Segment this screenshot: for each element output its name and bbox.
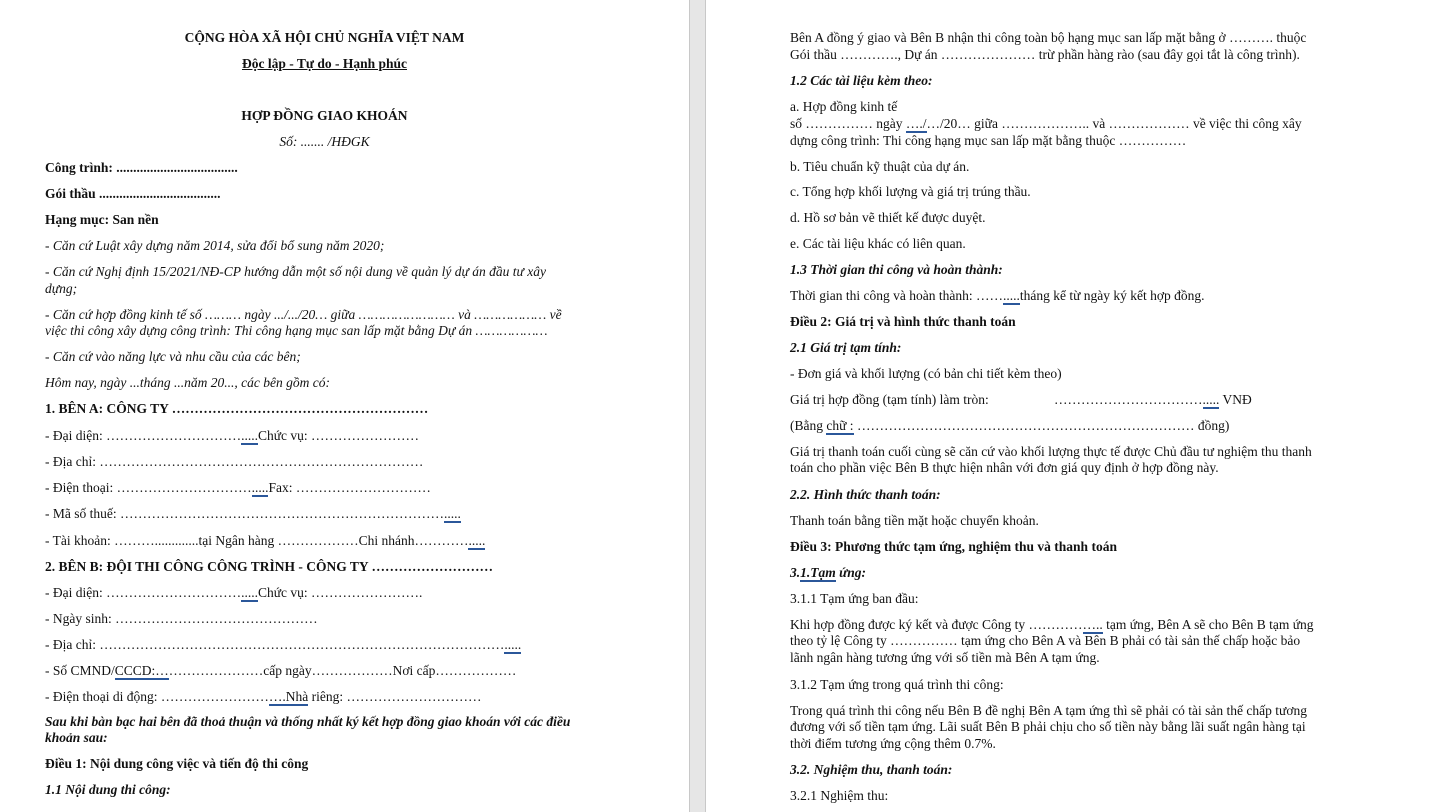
party-b-mobile	[45, 689, 481, 705]
motto: Độc lập - Tự do - Hạnh phúc	[241, 56, 408, 71]
text: Chức vụ: …………………….	[257, 585, 423, 600]
text: …………………cấp ngày………………Nơi cấp………………	[168, 663, 517, 678]
doc-title: HỢP ĐỒNG GIAO KHOÁN	[241, 108, 408, 123]
proofing-mark[interactable]: .....	[444, 506, 461, 521]
text: - Đại diện: …………………………	[45, 585, 242, 600]
proofing-mark[interactable]: .....	[241, 428, 258, 443]
section-1-1-heading: 1.1 Nội dung thi công:	[45, 782, 171, 797]
proofing-mark[interactable]: chữ :	[826, 418, 854, 433]
party-b-id	[45, 663, 516, 679]
proofing-mark[interactable]: 1.Tạm	[800, 565, 836, 580]
final-value-line: Giá trị thanh toán cuối cùng sẽ căn cứ vào khối lượng thực tế được Chủ đầu tư nghiệm thu thanh	[790, 444, 1312, 459]
doc-a-cont	[790, 116, 1302, 132]
party-a-rep	[45, 428, 419, 444]
in-words-line	[790, 418, 1229, 434]
section-2-2-heading: 2.2. Hình thức thanh toán:	[790, 487, 941, 502]
final-value-line-cont: toán cho phần việc Bên B thực hiện nhân với đơn giá quy định ở hợp đồng này.	[790, 460, 1219, 475]
text: ………………………………………………………………… đồng)	[853, 418, 1230, 433]
section-3-1-heading	[790, 565, 866, 581]
text: Fax: …………………………	[268, 480, 431, 495]
unit-price-line: - Đơn giá và khối lượng (có bản chi tiết kèm theo)	[790, 366, 1062, 381]
proofing-mark[interactable]: .....	[1202, 392, 1220, 407]
basis-2-cont: dựng;	[45, 281, 78, 296]
basis-4: - Căn cứ vào năng lực và nhu cầu của các bên;	[45, 349, 301, 364]
proofing-mark[interactable]: .....	[504, 637, 522, 652]
document-page-2	[706, 0, 1430, 812]
scope-line-cont: Gói thầu …………., Dự án ………………… trừ phần hàng rào (sau đây gọi tắt là công trình).	[790, 47, 1300, 62]
text: tạm ứng, Bên A sẽ cho Bên B tạm ứng	[1102, 617, 1314, 632]
proofing-mark[interactable]: ….Nhà	[268, 689, 309, 704]
text: - Địa chỉ: ………………………………………………………………………………	[45, 637, 505, 652]
doc-c: c. Tổng hợp khối lượng và giá trị trúng thầu.	[790, 184, 1031, 199]
section-3-1-1-heading: 3.1.1 Tạm ứng ban đầu:	[790, 591, 919, 606]
payment-method-line: Thanh toán bằng tiền mặt hoặc chuyển khoản.	[790, 513, 1039, 528]
text: - Số CMND/	[45, 663, 115, 678]
proofing-mark[interactable]: .....	[251, 480, 269, 495]
party-a-address: - Địa chỉ: ………………………………………………………………	[45, 454, 424, 469]
proofing-mark[interactable]: .....	[1002, 288, 1020, 303]
proofing-mark[interactable]: …..	[1082, 617, 1103, 632]
article-3-heading: Điều 3: Phương thức tạm ứng, nghiệm thu và thanh toán	[790, 539, 1117, 554]
text: - Điện thoại: …………………………	[45, 480, 252, 495]
proofing-mark[interactable]: …./	[905, 116, 927, 131]
doc-a: a. Hợp đồng kinh tế	[790, 99, 898, 114]
article-1-heading: Điều 1: Nội dung công việc và tiến độ thi công	[45, 756, 309, 771]
section-3-2-1-heading: 3.2.1 Nghiệm thu:	[790, 788, 889, 803]
text: tháng kể từ ngày ký kết hợp đồng.	[1019, 288, 1205, 303]
agreement-line-cont: khoản sau:	[45, 730, 108, 745]
basis-3-cont: việc thi công xây dựng công trình: Thi công hạng mục san lấp mặt bằng Dự án ………………	[45, 323, 548, 338]
text: - Đại diện: …………………………	[45, 428, 242, 443]
text: ứng:	[835, 565, 866, 580]
proofing-mark[interactable]: .....	[468, 533, 486, 548]
text: riêng: …………………………	[308, 689, 482, 704]
during-line-cont2: thời điểm tương ứng cộng thêm 0.7%.	[790, 736, 996, 751]
proofing-mark[interactable]: CCCD:…	[114, 663, 169, 678]
section-3-2-heading: 3.2. Nghiệm thu, thanh toán:	[790, 762, 953, 777]
duration-line	[790, 288, 1205, 304]
party-a-phone	[45, 480, 431, 496]
text: - Điện thoại di động: ……………………	[45, 689, 269, 704]
text: Chức vụ: ……………………	[257, 428, 420, 443]
party-b-dob: - Ngày sinh: ………………………………………	[45, 611, 318, 626]
text: 3.	[790, 565, 801, 580]
section-2-1-heading: 2.1 Giá trị tạm tính:	[790, 340, 902, 355]
today-line: Hôm nay, ngày ...tháng ...năm 20..., các bên gồm có:	[45, 375, 330, 390]
text: VNĐ	[1219, 392, 1252, 407]
text: Giá trị hợp đồng (tạm tính) làm tròn:	[790, 392, 989, 407]
scope-line: Bên A đồng ý giao và Bên B nhận thi công toàn bộ hạng mục san lấp mặt bằng ở ………. thuộc	[790, 30, 1307, 45]
party-a-heading: 1. BÊN A: CÔNG TY …………………………………………………	[45, 401, 429, 416]
package-line: Gói thầu ....................................	[45, 186, 221, 201]
advance-line-cont2: lãnh ngân hàng tương ứng với số tiền mà Bên A tạm ứng.	[790, 650, 1100, 665]
text: …/20… giữa ……………….. và ……………… về việc thi công xây	[926, 116, 1302, 131]
text: ……………………………	[1054, 392, 1203, 407]
party-b-rep	[45, 585, 422, 601]
section-1-3-heading: 1.3 Thời gian thi công và hoàn thành:	[790, 262, 1003, 277]
advance-line-cont: theo tỷ lệ Công ty …………… tạm ứng cho Bên A và Bên B phải có tài sản thế chấp hoặc bảo	[790, 633, 1301, 648]
doc-number: Số: ....... /HĐGK	[279, 134, 370, 149]
contract-value-line	[790, 392, 1252, 408]
proofing-mark[interactable]: .....	[241, 585, 258, 600]
text: - Mã số thuế: ………………………………………………………………	[45, 506, 444, 521]
basis-2: - Căn cứ Nghị định 15/2021/NĐ-CP hướng dẫn một số nội dung về quản lý dự án đầu tư xây	[45, 264, 547, 279]
party-b-address	[45, 637, 521, 653]
during-line-cont: đương với số tiền tạm ứng. Lãi suất Bên B phải chịu cho số tiền này bằng lãi suất ngân hàng tại	[790, 719, 1306, 734]
text: Thời gian thi công và hoàn thành: ……	[790, 288, 1003, 303]
doc-e: e. Các tài liệu khác có liên quan.	[790, 236, 966, 251]
party-b-heading: 2. BÊN B: ĐỘI THI CÔNG CÔNG TRÌNH - CÔNG TY ………………………	[45, 559, 494, 574]
project-line: Công trình: ....................................	[45, 160, 238, 175]
basis-1: - Căn cứ Luật xây dựng năm 2014, sửa đổi bổ sung năm 2020;	[45, 238, 385, 253]
doc-d: d. Hồ sơ bản vẽ thiết kế được duyệt.	[790, 210, 986, 225]
party-a-tax	[45, 506, 461, 522]
party-a-account	[45, 533, 485, 549]
item-line: Hạng mục: San nền	[45, 212, 159, 227]
during-line: Trong quá trình thi công nếu Bên B đề nghị Bên A tạm ứng thì sẽ phải có tài sản thế chấp tương	[790, 703, 1307, 718]
section-1-2-heading: 1.2 Các tài liệu kèm theo:	[790, 73, 933, 88]
doc-a-cont2: dựng công trình: Thi công hạng mục san lấp mặt bằng thuộc ……………	[790, 133, 1187, 148]
article-2-heading: Điều 2: Giá trị và hình thức thanh toán	[790, 314, 1016, 329]
agreement-line: Sau khi bàn bạc hai bên đã thoả thuận và thống nhất ký kết hợp đồng giao khoán với các điều	[45, 714, 571, 729]
national-title: CỘNG HÒA XÃ HỘI CHỦ NGHĨA VIỆT NAM	[184, 30, 465, 45]
text: - Tài khoản: ……….............tại Ngân hàng ………………Chi nhánh…………	[45, 533, 469, 548]
section-3-1-2-heading: 3.1.2 Tạm ứng trong quá trình thi công:	[790, 677, 1004, 692]
text: Khi hợp đồng được ký kết và được Công ty …………	[790, 617, 1083, 632]
document-page-1	[0, 0, 689, 812]
advance-line	[790, 617, 1314, 633]
text: (Bằng	[790, 418, 827, 433]
basis-3: - Căn cứ hợp đồng kinh tế số ……… ngày .../.../20… giữa …………………… và ……………… về	[45, 307, 562, 322]
page-gap	[689, 0, 706, 812]
text: số …………… ngày	[790, 116, 906, 131]
doc-b: b. Tiêu chuẩn kỹ thuật của dự án.	[790, 159, 970, 174]
